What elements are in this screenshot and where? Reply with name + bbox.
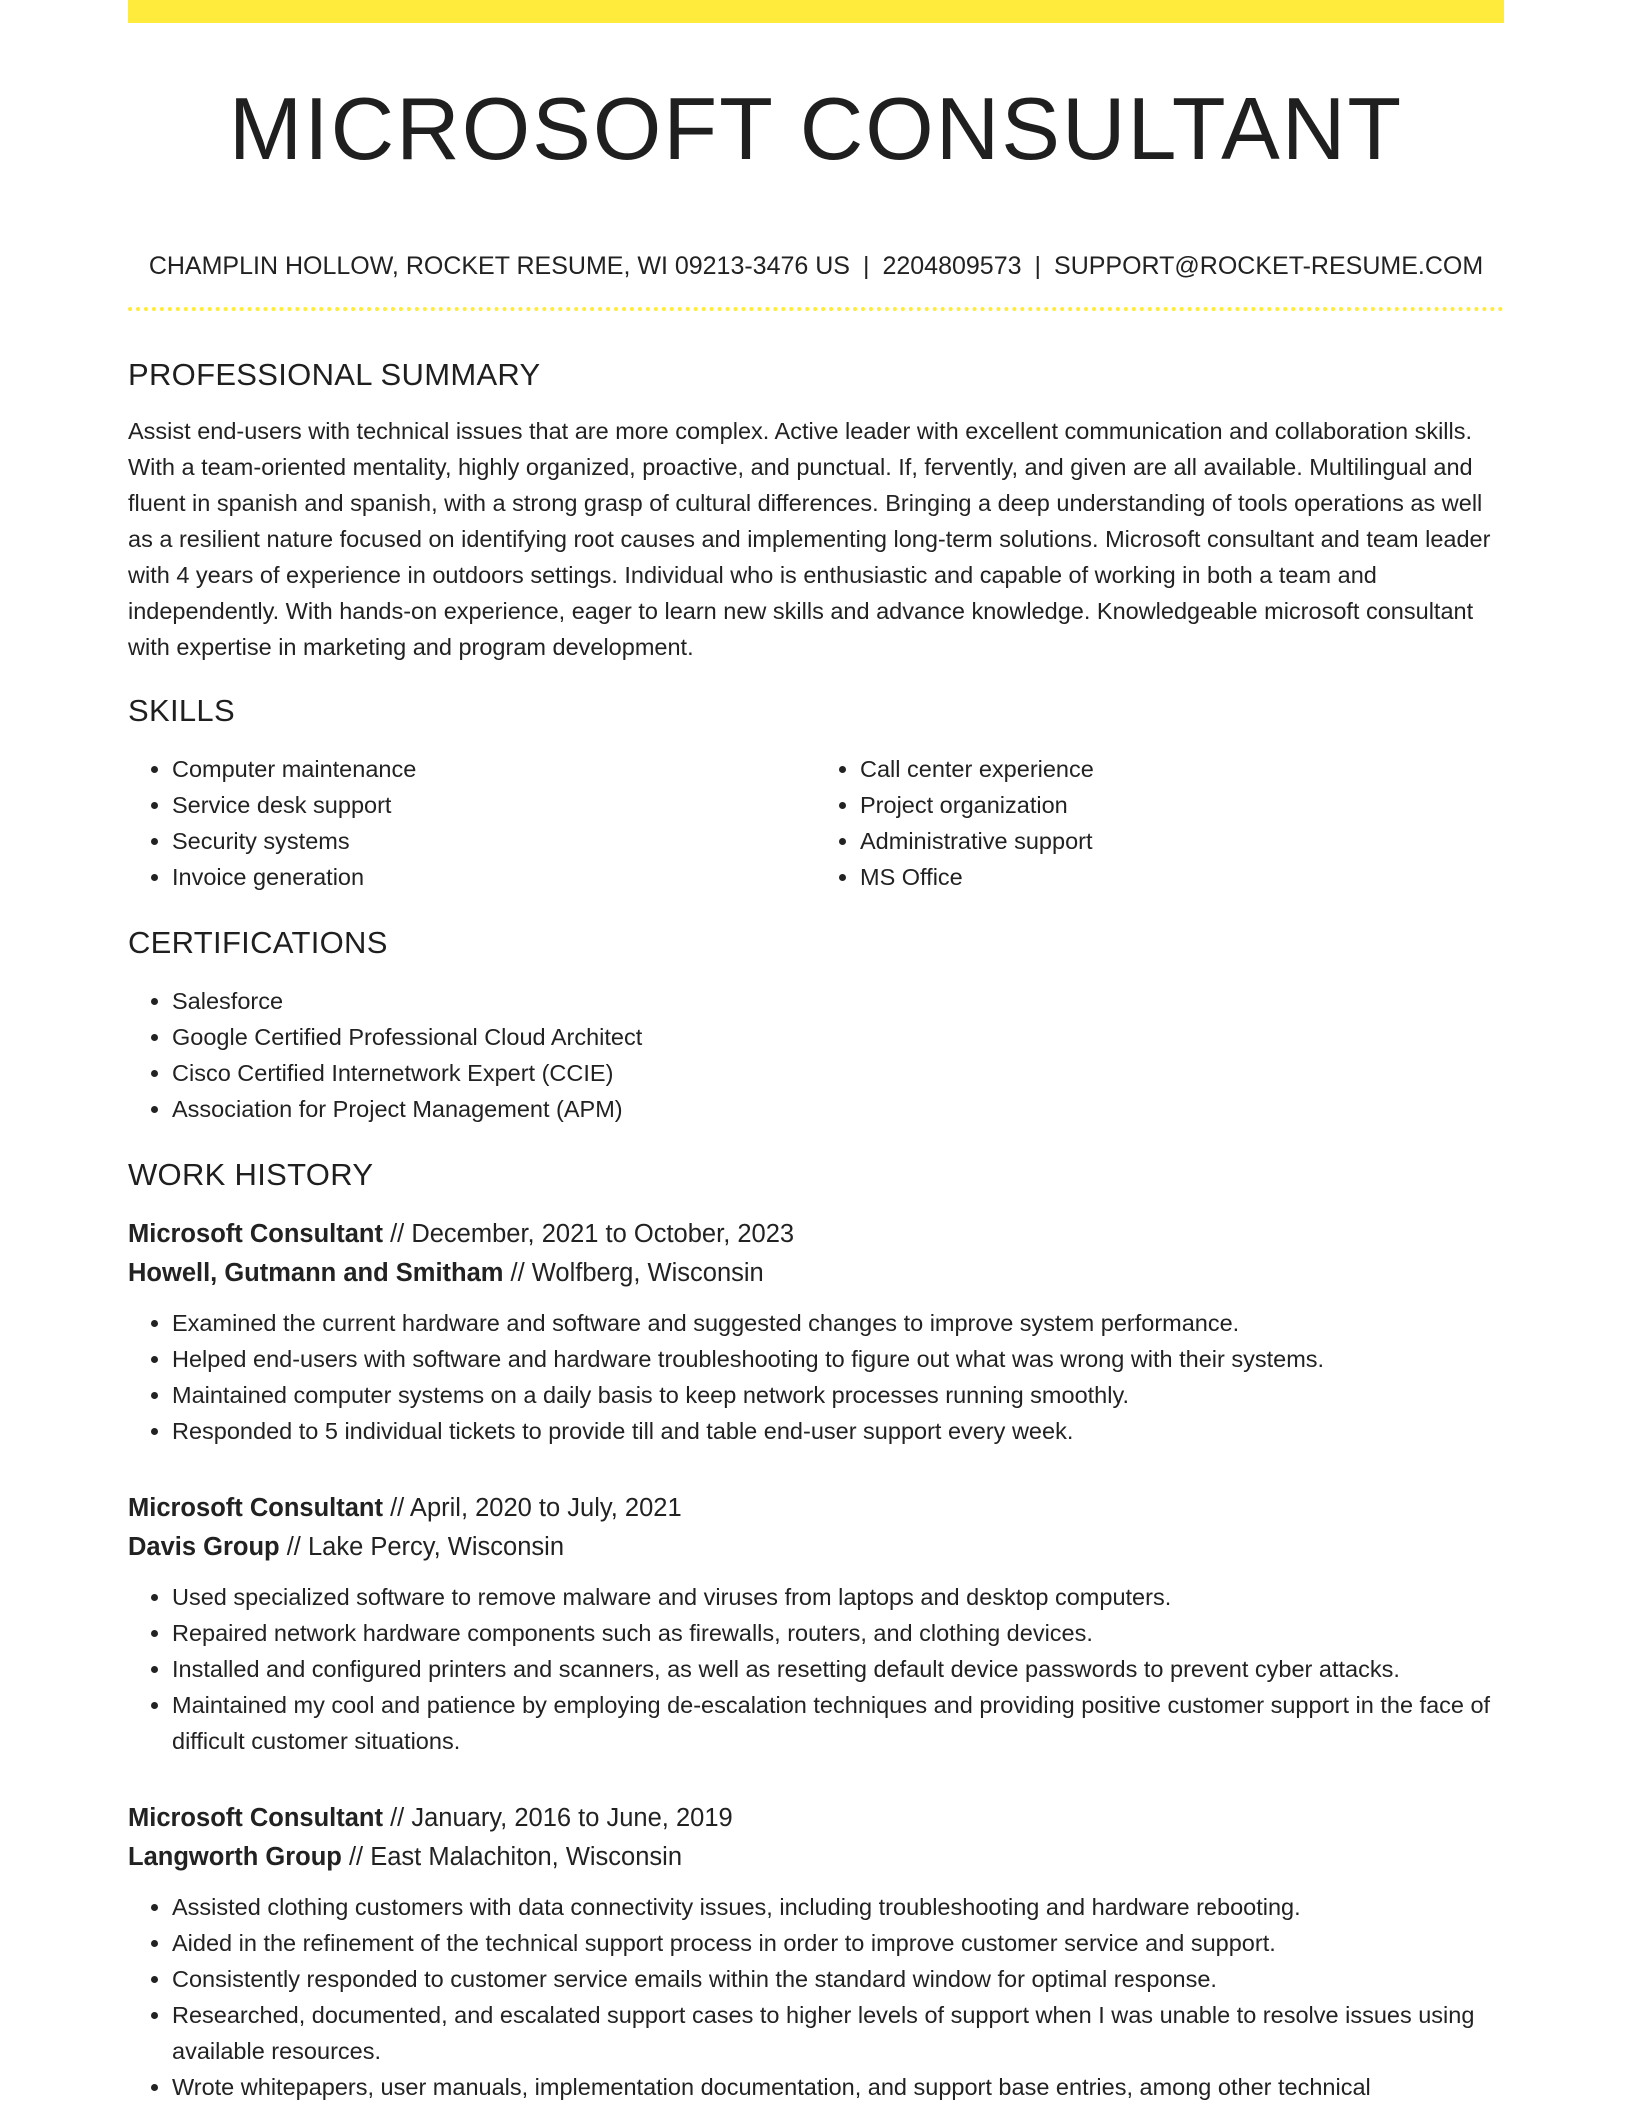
job-role-line: [128, 1799, 1504, 1838]
skills-list-right: [816, 751, 1504, 895]
job-role-line: [128, 1489, 1504, 1528]
job-entry: [128, 1489, 1504, 1759]
certification-item: • Association for Project Management (APM): [172, 1091, 1504, 1127]
job-company: Davis Group: [128, 1533, 280, 1561]
job-bullet: • Helped end-users with software and hardware troubleshooting to figure out what was wrong with their systems.: [172, 1341, 1504, 1377]
job-role: Microsoft Consultant: [128, 1494, 383, 1522]
job-bullet: • Maintained computer systems on a daily basis to keep network processes running smoothly.: [172, 1377, 1504, 1413]
skills-grid: [128, 751, 1504, 895]
job-company-line: [128, 1528, 1504, 1567]
job-bullets: [128, 1305, 1504, 1449]
job-role: Microsoft Consultant: [128, 1220, 383, 1248]
resume-page: [128, 0, 1504, 2112]
certification-item: • Cisco Certified Internetwork Expert (CCIE): [172, 1055, 1504, 1091]
job-company-line: [128, 1838, 1504, 1877]
job-bullet: • Aided in the refinement of the technical support process in order to improve customer service and support.: [172, 1925, 1504, 1961]
job-entry: [128, 1799, 1504, 2105]
accent-bar: [128, 0, 1504, 23]
job-bullets: [128, 1579, 1504, 1759]
job-company-line: [128, 1254, 1504, 1293]
skill-item: • Computer maintenance: [172, 751, 816, 787]
contact-separator: |: [1034, 252, 1042, 280]
dotted-divider: [128, 307, 1504, 311]
summary-text: Assist end-users with technical issues that are more complex. Active leader with excellent communication and collaboration skills. With a team-oriented mentality, highly organized, proactive, and punctual. If, fervently, and given are all available. Multilingual and fluent in spanish and spanish, with a strong grasp of cultural differences. Bringing a deep understanding of tools operations as well as a resilient nature focused on identifying root causes and implementing long-term solutions. Microsoft consultant and team leader with 4 years of experience in outdoors settings. Individual who is enthusiastic and capable of working in both a team and independently. With hands-on experience, eager to learn new skills and advance knowledge. Knowledgeable microsoft consultant with expertise in marketing and program development.: [128, 418, 1491, 660]
skill-item: • Administrative support: [860, 823, 1504, 859]
skill-item: • Invoice generation: [172, 859, 816, 895]
job-company: Langworth Group: [128, 1843, 342, 1871]
job-location: // East Malachiton, Wisconsin: [341, 1843, 683, 1871]
job-role: Microsoft Consultant: [128, 1804, 383, 1832]
job-bullets: [128, 1889, 1504, 2105]
job-bullet: • Used specialized software to remove malware and viruses from laptops and desktop computers.: [172, 1579, 1504, 1615]
job-location: // Wolfberg, Wisconsin: [503, 1259, 764, 1287]
certification-item: • Google Certified Professional Cloud Architect: [172, 1019, 1504, 1055]
job-role-line: [128, 1215, 1504, 1254]
job-bullet: • Wrote whitepapers, user manuals, implementation documentation, and support base entries, among other technical: [172, 2069, 1504, 2105]
job-dates: // December, 2021 to October, 2023: [383, 1220, 795, 1248]
summary-heading: PROFESSIONAL SUMMARY: [128, 357, 541, 392]
contact-line: [128, 251, 1504, 281]
skill-item: • Service desk support: [172, 787, 816, 823]
job-bullet: • Consistently responded to customer service emails within the standard window for optimal response.: [172, 1961, 1504, 1997]
certifications-heading: CERTIFICATIONS: [128, 925, 388, 960]
job-bullet: • Installed and configured printers and scanners, as well as resetting default device passwords to prevent cyber attacks.: [172, 1651, 1504, 1687]
skill-item: • Project organization: [860, 787, 1504, 823]
job-bullet: • Assisted clothing customers with data connectivity issues, including troubleshooting and hardware rebooting.: [172, 1889, 1504, 1925]
work-history-heading: WORK HISTORY: [128, 1157, 374, 1192]
job-bullet: • Maintained my cool and patience by employing de-escalation techniques and providing positive customer support in the face of difficult customer situations.: [172, 1687, 1504, 1759]
resume-name: MICROSOFT CONSULTANT: [228, 79, 1404, 178]
certification-item: • Salesforce: [172, 983, 1504, 1019]
contact-email: SUPPORT@ROCKET-RESUME.COM: [1054, 252, 1484, 280]
skill-item: • Security systems: [172, 823, 816, 859]
job-bullet: • Repaired network hardware components such as firewalls, routers, and clothing devices.: [172, 1615, 1504, 1651]
job-dates: // January, 2016 to June, 2019: [383, 1804, 733, 1832]
contact-separator: |: [862, 252, 870, 280]
contact-address: CHAMPLIN HOLLOW, ROCKET RESUME, WI 09213-3476 US: [148, 252, 850, 280]
skills-list-left: [128, 751, 816, 895]
certifications-list: [128, 983, 1504, 1127]
job-company: Howell, Gutmann and Smitham: [128, 1259, 504, 1287]
contact-phone: 2204809573: [882, 252, 1022, 280]
job-bullet: • Researched, documented, and escalated support cases to higher levels of support when I was unable to resolve issues using available resources.: [172, 1997, 1504, 2069]
skill-item: • MS Office: [860, 859, 1504, 895]
skills-heading: SKILLS: [128, 693, 235, 728]
job-dates: // April, 2020 to July, 2021: [383, 1494, 682, 1522]
job-entry: [128, 1215, 1504, 1449]
skill-item: • Call center experience: [860, 751, 1504, 787]
job-bullet: • Responded to 5 individual tickets to provide till and table end-user support every week.: [172, 1413, 1504, 1449]
job-location: // Lake Percy, Wisconsin: [279, 1533, 564, 1561]
job-bullet: • Examined the current hardware and software and suggested changes to improve system performance.: [172, 1305, 1504, 1341]
